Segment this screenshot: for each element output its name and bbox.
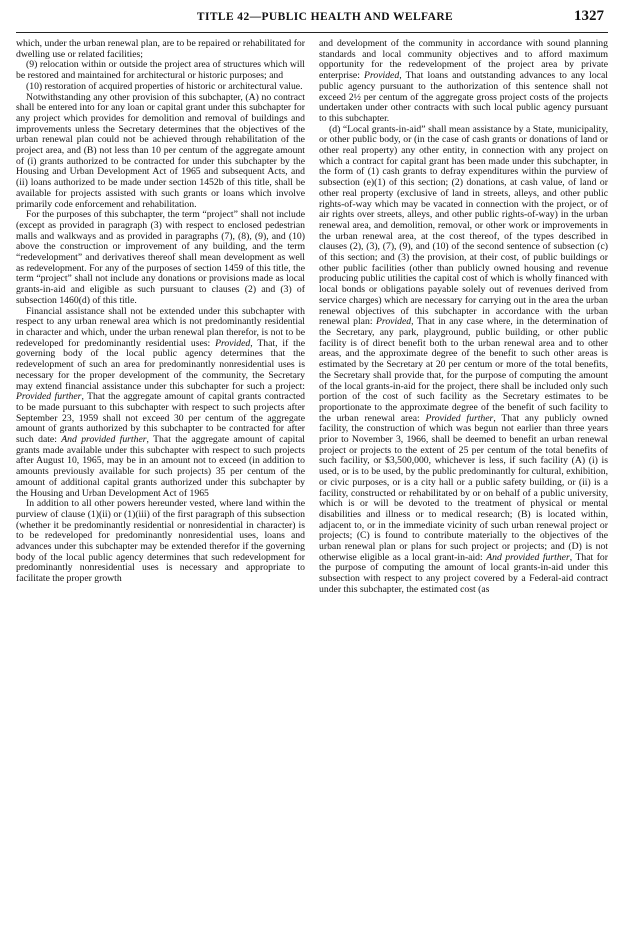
text-run: , That, if the governing body of the local public agency determines that the redevelopment of such an area for predominantly nonresidential uses is necessary for the proper development of the community, the Secretary may extend financial assistance under this subchapter for such a project:	[16, 337, 305, 392]
italic-text: Provided	[376, 316, 412, 328]
paragraph	[319, 125, 608, 596]
italic-text: Provided	[364, 70, 400, 82]
text-run: , That in any case where, in the determination of the Secretary, any park, playground, public building, or other public facility is of direct benefit both to the urban renewal area and to other areas, and the approximate degree of the benefit to such other areas is estimated by the Secretary at 20 per centum or more of the total benefits, the Secretary shall provide that, for the purpose of computing the amount of the local grants-in-aid for the project, there shall be included only such portion of the cost of such facility as the Secretary estimates to be proportionate to the approximate degree of the benefit of such facility to the urban renewal area:	[319, 316, 608, 424]
italic-text: Provided further	[16, 391, 82, 403]
text-run: , That the aggregate amount of capital grants made available under this subchapter with respect to such projects after August 10, 1965, may be in an amount not to exceed (in addition to amounts previously available for such projects) 35 per centum of the amount of additional capital grants authorized under this subchapter by the Housing and Urban Development Act of 1965	[16, 434, 305, 499]
paragraph	[319, 39, 608, 125]
text-run: , That loans and outstanding advances to any local public agency pursuant to the authorization of this sentence shall not exceed 2½ per centum of the aggregate gross project costs of the projects undertaken under other contracts with such local public agency pursuant to this subchapter.	[319, 70, 608, 124]
text-run: , That any publicly owned facility, the construction of which was begun not earlier than three years prior to November 3, 1966, shall be deemed to benefit an urban renewal project or projects to the extent of 25 per centum of the total benefits of such facility, or $3,500,000, whichever is less, if such facility (A) (i) is used, or is to be used, by the public predominantly for cultural, exhibition, or civic purposes, or is a city hall or a public safety building, or (ii) is a facility, constructed or rehabilitated by or on behalf of a public university, which is or will be devoted to the treatment of physical or mental disabilities and illness or to medical research; (B) is located within, adjacent to, or in the immediate vicinity of such urban renewal project or projects; (C) is found to contribute materially to the objectives of the urban renewal plan or plans for such project or projects; and (D) is not otherwise eligible as a local grant-in-aid:	[319, 412, 608, 563]
paragraph	[16, 307, 305, 500]
paragraph: which, under the urban renewal plan, are to be repaired or rehabilitated for dwelling use or related facilities;	[16, 38, 305, 60]
running-head: TITLE 42—PUBLIC HEALTH AND WELFARE	[196, 11, 454, 23]
page-number: 1327	[573, 8, 604, 24]
italic-text: And provided further	[61, 434, 147, 446]
text-run: and development of the community in accordance with sound planning standards and local community objectives and to afford maximum opportunity for the redevelopment of the project area by private enterprise:	[319, 38, 608, 82]
italic-text: Provided further	[425, 412, 494, 424]
italic-text: And provided further	[486, 551, 570, 563]
page-header	[16, 8, 608, 33]
paragraph: (9) relocation within or outside the project area of structures which will be restored and maintained for architectural or historic purposes; and	[16, 59, 305, 82]
paragraph: For the purposes of this subchapter, the term “project” shall not include (except as provided in paragraph (3) with respect to enclosed pedestrian malls and walkways and as provided in paragraphs (7), (8), (9), and (10) above the construction or improvement of any building, and the term “redevelopment” and derivatives thereof shall mean development as well as redevelopment. For any of the purposes of section 1459 of this title, the term “project” shall not include any donations or provisions made as local grants-in-aid and eligible as such pursuant to clauses (2) and (3) of subsection 1460(d) of this title.	[16, 209, 305, 306]
paragraph: (10) restoration of acquired properties of historic or architectural value.	[26, 80, 303, 92]
text-run: Financial assistance shall not be extended under this subchapter with respect to any urban renewal area which is not predominantly residential in character and which, under the urban renewal plan therefor, is not to be redeveloped for predominantly residential uses:	[16, 305, 305, 349]
paragraph: Notwithstanding any other provision of this subchapter, (A) no contract shall be entered into for any loan or capital grant under this subchapter for any project which provides for demolition and removal of buildings and improvements unless the Secretary determines that the objectives of the urban renewal plan could not be achieved through rehabilitation of the project area, and (B) not less than 10 per centum of the aggregate amount of (i) grants authorized to be contracted for under this subchapter by the Housing and Urban Development Act of 1965 and subsequent Acts, and (ii) loans authorized to be made under section 1452b of this title, shall be available for projects assisted with such grants or loans which involve primarily code enforcement and rehabilitation.	[16, 91, 305, 210]
left-column	[16, 39, 305, 596]
right-column	[319, 39, 608, 596]
text-run: , That for the purpose of computing the amount of local grants-in-aid under this subsection with respect to any project covered by a Federal-aid contract under this subchapter, the estimated cost (as	[319, 551, 608, 595]
italic-text: Provided	[215, 337, 251, 349]
text-run: (d) “Local grants-in-aid” shall mean assistance by a State, municipality, or other public body, or (in the case of cash grants or donations of land or other real property) any other entity, in connection with any project on which a contract for capital grant has been made under this subchapter, in the form of (1) cash grants to defray expenditures within the purview of subsection (e)(1) of this section; (2) donations, at cash value, of land or other real property (exclusive of land in streets, alleys, and other public rights-of-way which may be vacated in connection with the project, or of air rights over streets, alleys, and other public rights-of-way) in the urban renewal area, and demolition, removal, or other work or improvements in the urban renewal area, at the cost thereof, of the types described in clauses (2), (3), (7), (9), and (10) of the second sentence of subsection (c) of this section; and (3) the provision, at their cost, of public buildings or other public facilities (other than publicly owned housing and revenue producing public utilities the capital cost of which is wholly financed with local bonds or obligations payable solely out of revenues derived from service charges) which are necessary for carrying out in the area the urban renewal objectives of this subchapter in accordance with the urban renewal plan:	[319, 123, 608, 328]
paragraph: In addition to all other powers hereunder vested, where land within the purview of clause (1)(ii) or (1)(iii) of the first paragraph of this subsection (whether it be predominantly residential or nonresidential in character) is to be redeveloped for predominantly nonresidential uses, loans and advances under this subchapter may be extended therefor if the governing body of the local public agency determines that such redevelopment for predominantly nonresidential uses is necessary and appropriate to facilitate the proper growth	[16, 498, 305, 585]
text-columns	[16, 39, 608, 596]
text-run: , That the aggregate amount of capital grants contracted to be made pursuant to this subchapter with respect to such projects after September 23, 1959 shall not exceed 30 per centum of the aggregate amount of grants authorized by this subchapter to be contracted for after such date:	[16, 391, 305, 446]
